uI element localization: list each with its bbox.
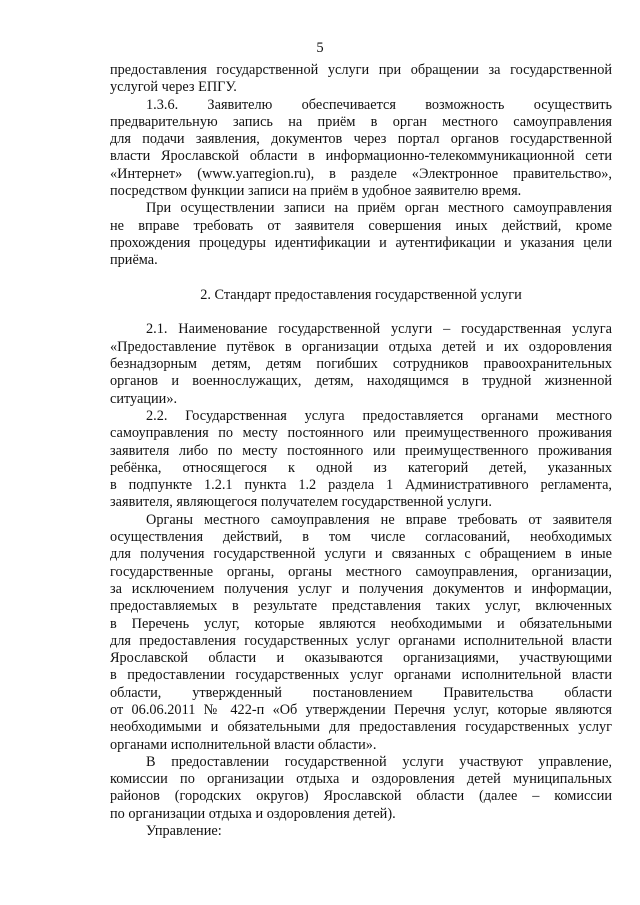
- paragraph-1-3-5-continuation: [110, 62, 612, 97]
- text-line: области, утвержденный постановлением Правительства области: [110, 684, 612, 701]
- text-line: по организации отдыха и оздоровления детей).: [110, 805, 396, 822]
- text-line: прохождения процедуры идентификации и аутентификации и указания цели: [110, 234, 612, 251]
- text-line: безнадзорным детям, детям погибших сотрудников правоохранительных: [110, 356, 612, 373]
- text-line: предоставления государственной услуги при обращении за государственной: [110, 62, 612, 78]
- section-heading: 2. Стандарт предоставления государственной услуги: [200, 286, 522, 303]
- text-line: посредством функции записи на приём в удобное заявителю время.: [110, 183, 522, 200]
- text-line: органами исполнительной власти области».: [110, 736, 377, 753]
- text-line: за исключением получения услуг и получения документов и информации,: [110, 580, 612, 597]
- text-line: заявителя либо по месту постоянного или преимущественного проживания: [110, 442, 612, 459]
- text-line: 2.2. Государственная услуга предоставляется органами местного: [146, 407, 612, 424]
- text-line: для получения государственной услуги и связанных с обращением в иные: [110, 546, 612, 563]
- paragraph-2-1: [110, 321, 612, 407]
- paragraph-gap: [110, 304, 612, 321]
- text-line: «Предоставление путёвок в организации отдыха детей и их оздоровления: [110, 338, 612, 355]
- text-line: в подпункте 1.2.1 пункта 1.2 раздела 1 Административного регламента,: [110, 477, 612, 494]
- text-line: в предоставлении государственных услуг органами исполнительной власти: [110, 667, 612, 684]
- paragraph-1-3-6: [110, 97, 612, 201]
- page-number: 5: [316, 40, 324, 56]
- paragraph-participants: [110, 754, 612, 823]
- text-line: Ярославской области и оказываются организациями, участвующими: [110, 650, 612, 667]
- text-line: районов (городских округов) Ярославской области (далее – комиссии: [110, 788, 612, 805]
- text-line: услугой через ЕПГУ.: [110, 79, 237, 96]
- text-line: приёма.: [110, 252, 158, 269]
- text-line: не вправе требовать от заявителя совершения иных действий, кроме: [110, 217, 612, 234]
- text-line: предварительную запись на приём в орган местного самоуправления: [110, 113, 612, 130]
- text-line: комиссии по организации отдыха и оздоровления детей муниципальных: [110, 771, 612, 788]
- text-line: для предоставления государственных услуг органами исполнительной власти: [110, 632, 612, 649]
- text-line: 1.3.6. Заявителю обеспечивается возможность осуществить: [146, 96, 612, 113]
- paragraph-appointment-restriction: [110, 200, 612, 269]
- text-line: осуществления действий, в том числе согласований, необходимых: [110, 529, 612, 546]
- text-line: ситуации».: [110, 390, 178, 407]
- text-line: от 06.06.2011 № 422-п «Об утверждении Перечня услуг, которые являются: [110, 701, 612, 718]
- text-line: 2.1. Наименование государственной услуги – государственная услуга: [146, 321, 612, 338]
- document-body: [110, 62, 612, 840]
- paragraph-local-authorities: [110, 512, 612, 754]
- text-line: При осуществлении записи на приём орган местного самоуправления: [146, 200, 612, 217]
- paragraph-department: [110, 823, 612, 840]
- text-line: ребёнка, относящегося к одной из категорий детей, указанных: [110, 459, 612, 476]
- text-line: необходимыми и обязательными для предоставления государственных услуг: [110, 719, 612, 736]
- text-line: для подачи заявления, документов через портал органов государственной: [110, 131, 612, 148]
- paragraph-gap: [110, 270, 612, 287]
- text-line: Управление:: [146, 823, 222, 840]
- text-line: «Интернет» (www.yarregion.ru), в разделе «Электронное правительство»,: [110, 165, 612, 182]
- text-line: самоуправления по месту постоянного или преимущественного проживания: [110, 425, 612, 442]
- text-line: заявителя, являющегося получателем государственной услуги.: [110, 494, 492, 511]
- text-line: власти Ярославской области в информационно-телекоммуникационной сети: [110, 148, 612, 165]
- text-line: в Перечень услуг, которые являются необходимыми и обязательными: [110, 615, 612, 632]
- text-line: Органы местного самоуправления не вправе требовать от заявителя: [146, 511, 612, 528]
- text-line: органов и военнослужащих, детям, находящимся в трудной жизненной: [110, 373, 612, 390]
- text-line: В предоставлении государственной услуги участвуют управление,: [146, 753, 612, 770]
- text-line: предоставляемых в результате представления таких услуг, включенных: [110, 598, 612, 615]
- text-line: государственные органы, органы местного самоуправления, организации,: [110, 563, 612, 580]
- paragraph-2-2: [110, 408, 612, 512]
